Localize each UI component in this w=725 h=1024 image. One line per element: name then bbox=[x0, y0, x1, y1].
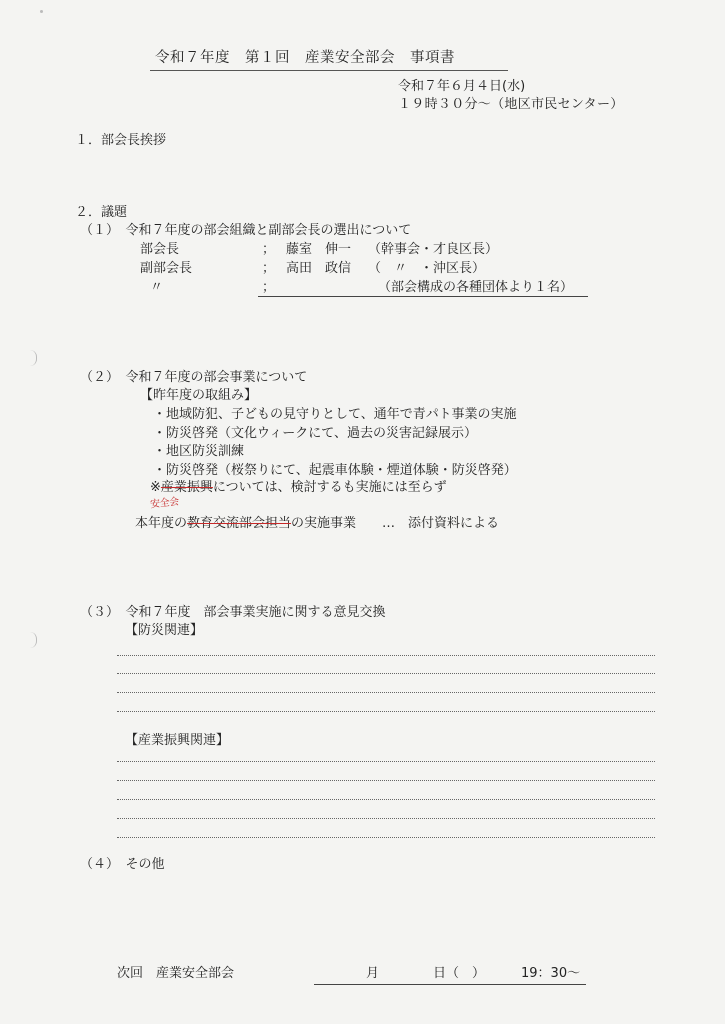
agenda-item-2-heading: （２） 令和７年度の部会事業について bbox=[80, 370, 308, 385]
agenda-item-1-heading: （１） 令和７年度の部会組織と副部会長の選出について bbox=[80, 223, 412, 238]
section-greeting: １．部会長挨拶 bbox=[75, 133, 167, 148]
vice-chair-note: （ 〃 ・沖区長） bbox=[368, 261, 486, 276]
activity-item: ・地区防災訓練 bbox=[153, 444, 245, 459]
writing-line bbox=[117, 818, 655, 819]
writing-line bbox=[117, 673, 655, 674]
separator: ； bbox=[262, 280, 276, 295]
activity-note bbox=[150, 480, 447, 496]
agenda-item-4-heading: （４） その他 bbox=[80, 857, 165, 872]
activity-item: ・防災啓発（文化ウィークにて、過去の災害記録展示） bbox=[153, 426, 477, 441]
writing-line bbox=[117, 780, 655, 781]
note-prefix: ※ bbox=[150, 480, 161, 495]
writing-line bbox=[117, 692, 655, 693]
role-vice-chair-2: 〃 bbox=[150, 280, 164, 295]
meeting-time: １９時３０分～（地区市民センター） bbox=[398, 97, 624, 112]
role-vice-chair: 副部会長 bbox=[140, 261, 193, 276]
next-meeting-day: 日（ ） bbox=[433, 966, 486, 981]
line-pre: 本年度の bbox=[135, 516, 188, 531]
vice-chair-name: 高田 政信 bbox=[286, 261, 352, 276]
section-agenda-heading: ２．議題 bbox=[75, 205, 128, 220]
next-meeting-label: 次回 産業安全部会 bbox=[117, 966, 235, 981]
chair-note: （幹事会・才良区長） bbox=[368, 242, 499, 257]
scan-mark bbox=[40, 10, 43, 13]
punch-hole-mark bbox=[30, 632, 37, 648]
current-year-line bbox=[135, 516, 499, 532]
vice-chair-2-note: （部会構成の各種団体より１名） bbox=[378, 280, 574, 295]
agenda-item-3-heading: （３） 令和７年度 部会事業実施に関する意見交換 bbox=[80, 605, 386, 620]
note-rest: については、検討するも実施には至らず bbox=[212, 480, 447, 495]
writing-line bbox=[117, 655, 655, 656]
next-meeting-time: 19：30～ bbox=[521, 966, 581, 981]
chair-name: 藤室 伸一 bbox=[286, 242, 352, 257]
fill-in-underline bbox=[258, 296, 588, 297]
writing-line bbox=[117, 799, 655, 800]
title-underline bbox=[150, 70, 508, 71]
note-struck-text: 産業振興 bbox=[160, 480, 213, 495]
punch-hole-mark bbox=[30, 350, 37, 366]
document-title: 令和７年度 第１回 産業安全部会 事項書 bbox=[155, 50, 455, 66]
handwritten-correction: 安全会 bbox=[149, 496, 180, 511]
industry-promotion-heading: 【産業振興関連】 bbox=[125, 733, 230, 748]
previous-year-heading: 【昨年度の取組み】 bbox=[140, 388, 258, 403]
meeting-date: 令和７年６月４日(水) bbox=[398, 79, 526, 94]
role-chair: 部会長 bbox=[140, 242, 180, 257]
activity-item: ・地域防犯、子どもの見守りとして、通年で青パト事業の実施 bbox=[153, 407, 517, 422]
writing-line bbox=[117, 837, 655, 838]
next-meeting-month: 月 bbox=[366, 966, 380, 981]
separator: ； bbox=[262, 261, 276, 276]
separator: ； bbox=[262, 242, 276, 257]
next-meeting-underline bbox=[314, 984, 586, 985]
disaster-prevention-heading: 【防災関連】 bbox=[125, 623, 204, 638]
writing-line bbox=[117, 761, 655, 762]
line-post: の実施事業 … 添付資料による bbox=[291, 516, 500, 531]
line-struck-text: 教育交流部会担当 bbox=[187, 516, 292, 531]
activity-item: ・防災啓発（桜祭りにて、起震車体験・煙道体験・防災啓発） bbox=[153, 463, 517, 478]
writing-line bbox=[117, 711, 655, 712]
